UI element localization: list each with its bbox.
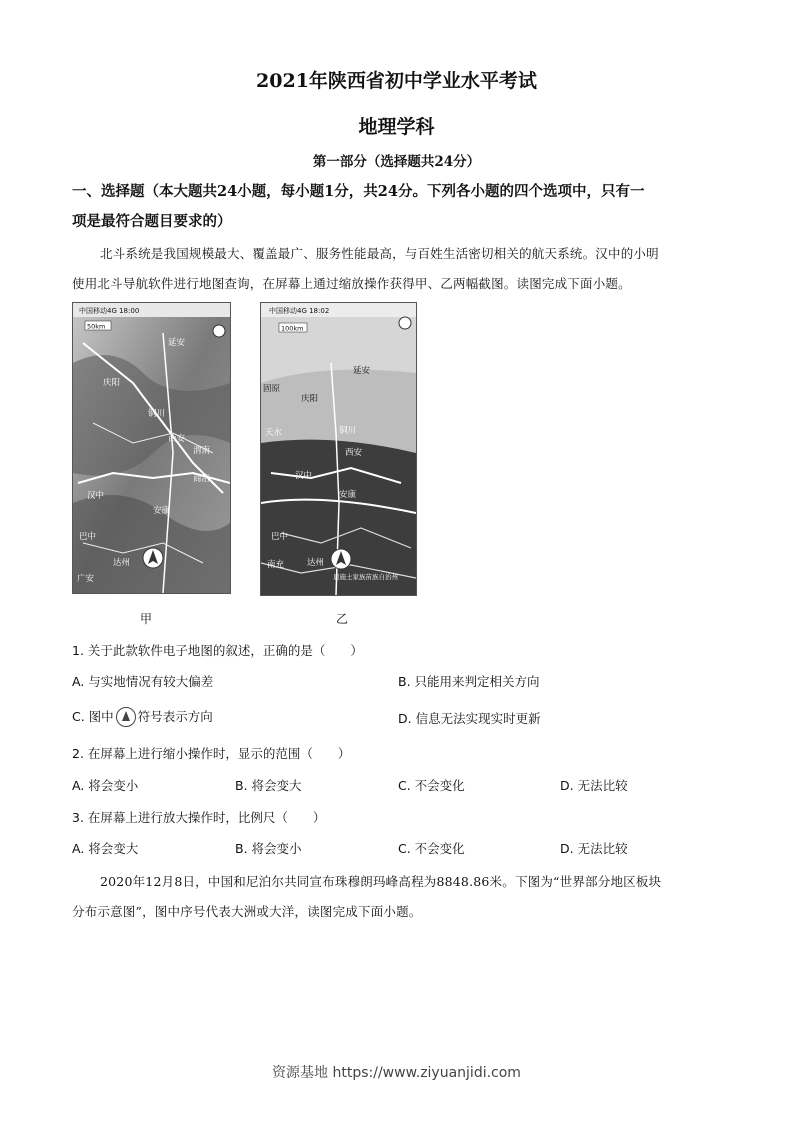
status-bar-text: 中国移动4G 18:02	[269, 307, 330, 315]
city-label: 庆阳	[103, 378, 121, 388]
city-label: 铜川	[339, 426, 357, 436]
city-label: 固原	[263, 384, 281, 394]
city-label: 达州	[113, 558, 131, 568]
city-label: 巴中	[271, 532, 289, 542]
question-1-option-c	[72, 707, 213, 728]
city-label: 安康	[153, 506, 171, 516]
city-label: 巴中	[79, 532, 97, 542]
city-label: 南充	[267, 560, 285, 570]
question-3-option-d: D. 无法比较	[560, 841, 628, 856]
intro2-line1: 2020年12月8日，中国和尼泊尔共同宣布珠穆朗玛峰高程为8848.86米。下图为“世界部分地区板块	[100, 874, 662, 889]
city-label: 汉中	[87, 491, 105, 501]
question-1-stem: 1. 关于此款软件电子地图的叙述，正确的是（ ）	[72, 643, 363, 658]
section-heading-line1: 一、选择题（本大题共24小题，每小题1分，共24分。下列各小题的四个选项中，只有一	[72, 183, 645, 200]
question-2-stem: 2. 在屏幕上进行缩小操作时，显示的范围（ ）	[72, 746, 351, 761]
question-1-option-d: D. 信息无法实现实时更新	[398, 711, 541, 726]
city-label: 恩施土家族苗族自治州	[333, 573, 398, 581]
city-label: 西安	[345, 448, 363, 458]
city-label: 庆阳	[301, 394, 319, 404]
city-label: 广安	[77, 574, 95, 584]
section-heading-line2: 项是最符合题目要求的）	[72, 213, 232, 230]
city-label: 渭南	[193, 446, 211, 456]
city-label: 西安	[168, 434, 186, 444]
city-label: 商洛	[193, 474, 211, 484]
scale-label: 100km	[281, 324, 304, 333]
city-label: 延安	[168, 338, 186, 348]
exam-title: 2021年陕西省初中学业水平考试	[256, 70, 537, 92]
scale-label: 50km	[87, 322, 106, 331]
intro-line2: 使用北斗导航软件进行地图查询，在屏幕上通过缩放操作获得甲、乙两幅截图。读图完成下面小题。	[72, 276, 631, 291]
figure-caption-jia: 甲	[140, 612, 153, 626]
subject-title: 地理学科	[358, 116, 435, 138]
question-3-option-c: C. 不会变化	[398, 841, 465, 856]
question-2-option-a: A. 将会变小	[72, 778, 139, 793]
map-figure-yi	[260, 302, 417, 596]
question-3-option-b: B. 将会变小	[235, 841, 302, 856]
question-1-option-b: B. 只能用来判定相关方向	[398, 674, 540, 689]
status-bar-text: 中国移动4G 18:00	[79, 307, 140, 315]
question-3-stem: 3. 在屏幕上进行放大操作时，比例尺（ ）	[72, 810, 326, 825]
question-3-option-a: A. 将会变大	[72, 841, 139, 856]
city-label: 铜川	[148, 409, 166, 419]
question-2-option-d: D. 无法比较	[560, 778, 628, 793]
city-label: 达州	[307, 558, 325, 568]
intro2-line2: 分布示意图”，图中序号代表大洲或大洋，读图完成下面小题。	[72, 904, 422, 919]
question-2-option-c: C. 不会变化	[398, 778, 465, 793]
footer-watermark: 资源基地 https://www.ziyuanjidi.com	[272, 1065, 521, 1081]
city-label: 汉中	[295, 471, 313, 481]
option-c-suffix: 符号表示方向	[137, 709, 213, 724]
city-label: 延安	[353, 366, 371, 376]
map-figure-jia	[72, 302, 231, 594]
option-c-prefix: C. 图中	[72, 709, 114, 724]
intro-line1: 北斗系统是我国规模最大、覆盖最广、服务性能最高，与百姓生活密切相关的航天系统。汉中的小明	[100, 246, 659, 261]
city-label: 安康	[339, 490, 357, 500]
figure-caption-yi: 乙	[336, 612, 349, 626]
part-heading: 第一部分（选择题共24分）	[312, 154, 481, 170]
compass-icon	[116, 707, 136, 727]
question-2-option-b: B. 将会变大	[235, 778, 302, 793]
city-label: 天水	[265, 428, 283, 438]
question-1-option-a: A. 与实地情况有较大偏差	[72, 674, 214, 689]
